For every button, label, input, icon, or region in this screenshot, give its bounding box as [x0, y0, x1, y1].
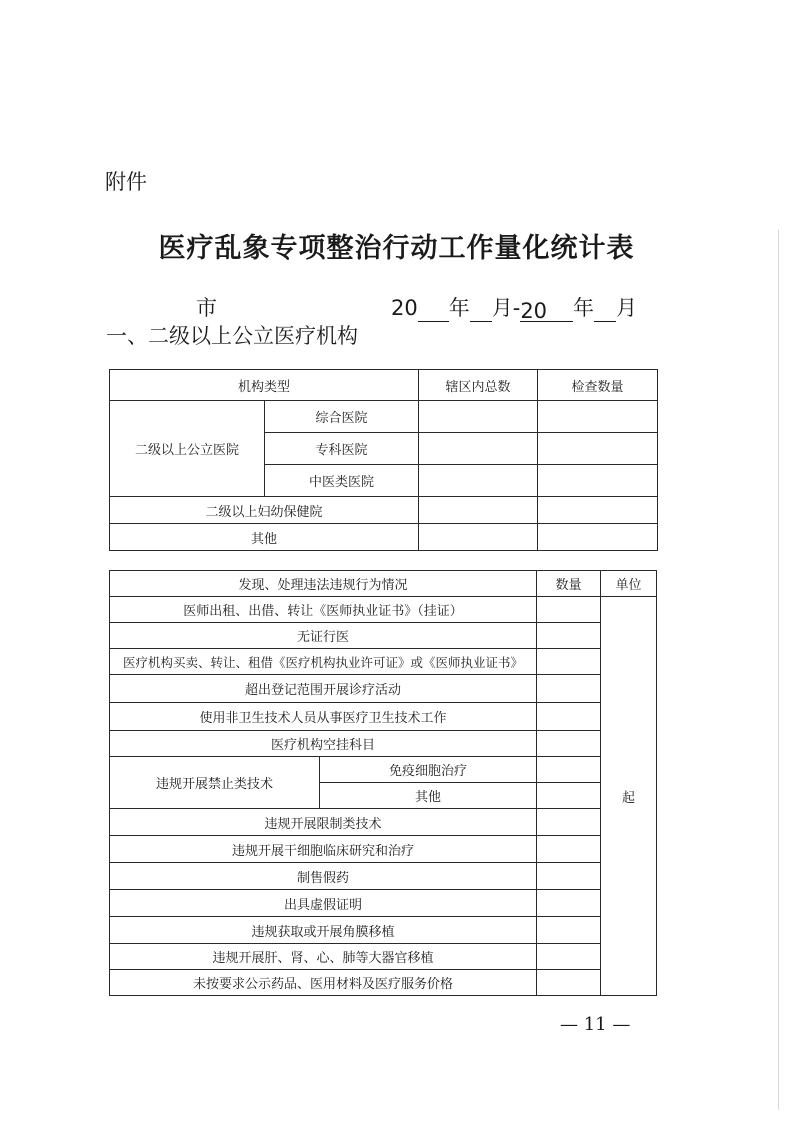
quantity-cell[interactable]: [537, 649, 601, 675]
inspected-cell[interactable]: [538, 497, 658, 524]
inspected-cell[interactable]: [538, 524, 658, 551]
row-label: 医师出租、出借、转让《医师执业证书》（挂证）: [110, 597, 537, 623]
end-month-blank: [594, 299, 616, 322]
row-label: 违规开展肝、肾、心、肺等大器官移植: [110, 944, 537, 970]
header-inspected-count: 检查数量: [538, 370, 658, 401]
row-label: 无证行医: [110, 623, 537, 649]
table-row: [110, 944, 657, 970]
group-label: 二级以上公立医院: [110, 401, 265, 497]
quantity-cell[interactable]: [537, 597, 601, 623]
total-cell[interactable]: [419, 497, 538, 524]
quantity-cell[interactable]: [537, 944, 601, 970]
row-label: 使用非卫生技术人员从事医疗卫生技术工作: [110, 703, 537, 731]
start-month-blank: [470, 299, 492, 322]
scan-edge-line: [778, 230, 779, 1110]
quantity-cell[interactable]: [537, 917, 601, 944]
quantity-cell[interactable]: [537, 783, 601, 809]
table-row: [110, 731, 657, 757]
row-label: 违规开展限制类技术: [110, 809, 537, 836]
row-label: 其他: [320, 783, 537, 809]
end-year-unit: 年: [573, 296, 595, 320]
table-row: [110, 649, 657, 675]
quantity-cell[interactable]: [537, 757, 601, 783]
table-row: [110, 703, 657, 731]
attachment-label: 附件: [105, 170, 147, 194]
table-row: [110, 524, 658, 551]
unit-cell: 起: [601, 597, 657, 996]
row-label: 违规开展干细胞临床研究和治疗: [110, 836, 537, 863]
row-label: 免疫细胞治疗: [320, 757, 537, 783]
quantity-cell[interactable]: [537, 863, 601, 890]
row-label: 违规获取或开展角膜移植: [110, 917, 537, 944]
row-label: 医疗机构空挂科目: [110, 731, 537, 757]
end-year-blank: [547, 299, 573, 322]
row-label: 综合医院: [265, 401, 419, 433]
start-year-prefix: 20: [391, 296, 418, 320]
table-row: [110, 401, 658, 433]
row-label: 出具虚假证明: [110, 890, 537, 917]
table-header-row: [110, 370, 658, 401]
total-cell[interactable]: [419, 401, 538, 433]
header-unit: 单位: [601, 571, 657, 597]
page-title: 医疗乱象专项整治行动工作量化统计表: [158, 233, 635, 264]
quantity-cell[interactable]: [537, 623, 601, 649]
row-label: 医疗机构买卖、转让、租借《医疗机构执业许可证》或《医师执业证书》: [110, 649, 537, 675]
start-year-unit: 年: [448, 296, 470, 320]
header-violations: 发现、处理违法违规行为情况: [110, 571, 537, 597]
total-cell[interactable]: [419, 524, 538, 551]
violations-table: [109, 570, 657, 996]
row-label: 中医类医院: [265, 465, 419, 497]
quantity-cell[interactable]: [537, 809, 601, 836]
section-heading: 一、二级以上公立医疗机构: [106, 324, 358, 348]
table-row: [110, 890, 657, 917]
quantity-cell[interactable]: [537, 890, 601, 917]
institution-table: [109, 369, 658, 551]
row-label: 超出登记范围开展诊疗活动: [110, 675, 537, 703]
table-row: [110, 757, 657, 783]
quantity-cell[interactable]: [537, 970, 601, 996]
city-label: 市: [196, 296, 217, 320]
table-row: [110, 917, 657, 944]
header-total-in-area: 辖区内总数: [419, 370, 538, 401]
table-row: [110, 970, 657, 996]
inspected-cell[interactable]: [538, 401, 658, 433]
inspected-cell[interactable]: [538, 465, 658, 497]
start-year-blank: [418, 299, 449, 322]
total-cell[interactable]: [419, 465, 538, 497]
row-label: 其他: [110, 524, 419, 551]
table-row: [110, 675, 657, 703]
quantity-cell[interactable]: [537, 836, 601, 863]
row-label: 制售假药: [110, 863, 537, 890]
total-cell[interactable]: [419, 433, 538, 465]
header-quantity: 数量: [537, 571, 601, 597]
table-row: [110, 863, 657, 890]
quantity-cell[interactable]: [537, 703, 601, 731]
table-row: [110, 623, 657, 649]
quantity-cell[interactable]: [537, 731, 601, 757]
end-month-unit: 月: [616, 296, 638, 320]
date-separator: -: [512, 296, 521, 320]
row-label: 二级以上妇幼保健院: [110, 497, 419, 524]
row-label: 未按要求公示药品、医用材料及医疗服务价格: [110, 970, 537, 996]
start-month-unit: 月: [491, 296, 513, 320]
page-number: — 11 —: [560, 1014, 631, 1035]
table-header-row: [110, 571, 657, 597]
inspected-cell[interactable]: [538, 433, 658, 465]
group-label: 违规开展禁止类技术: [110, 757, 320, 809]
quantity-cell[interactable]: [537, 675, 601, 703]
table-row: [110, 497, 658, 524]
table-row: [110, 809, 657, 836]
table-row: [110, 597, 657, 623]
date-range: [391, 292, 637, 322]
end-year-prefix: 20: [520, 299, 548, 323]
row-label: 专科医院: [265, 433, 419, 465]
header-institution-type: 机构类型: [110, 370, 419, 401]
table-row: [110, 836, 657, 863]
